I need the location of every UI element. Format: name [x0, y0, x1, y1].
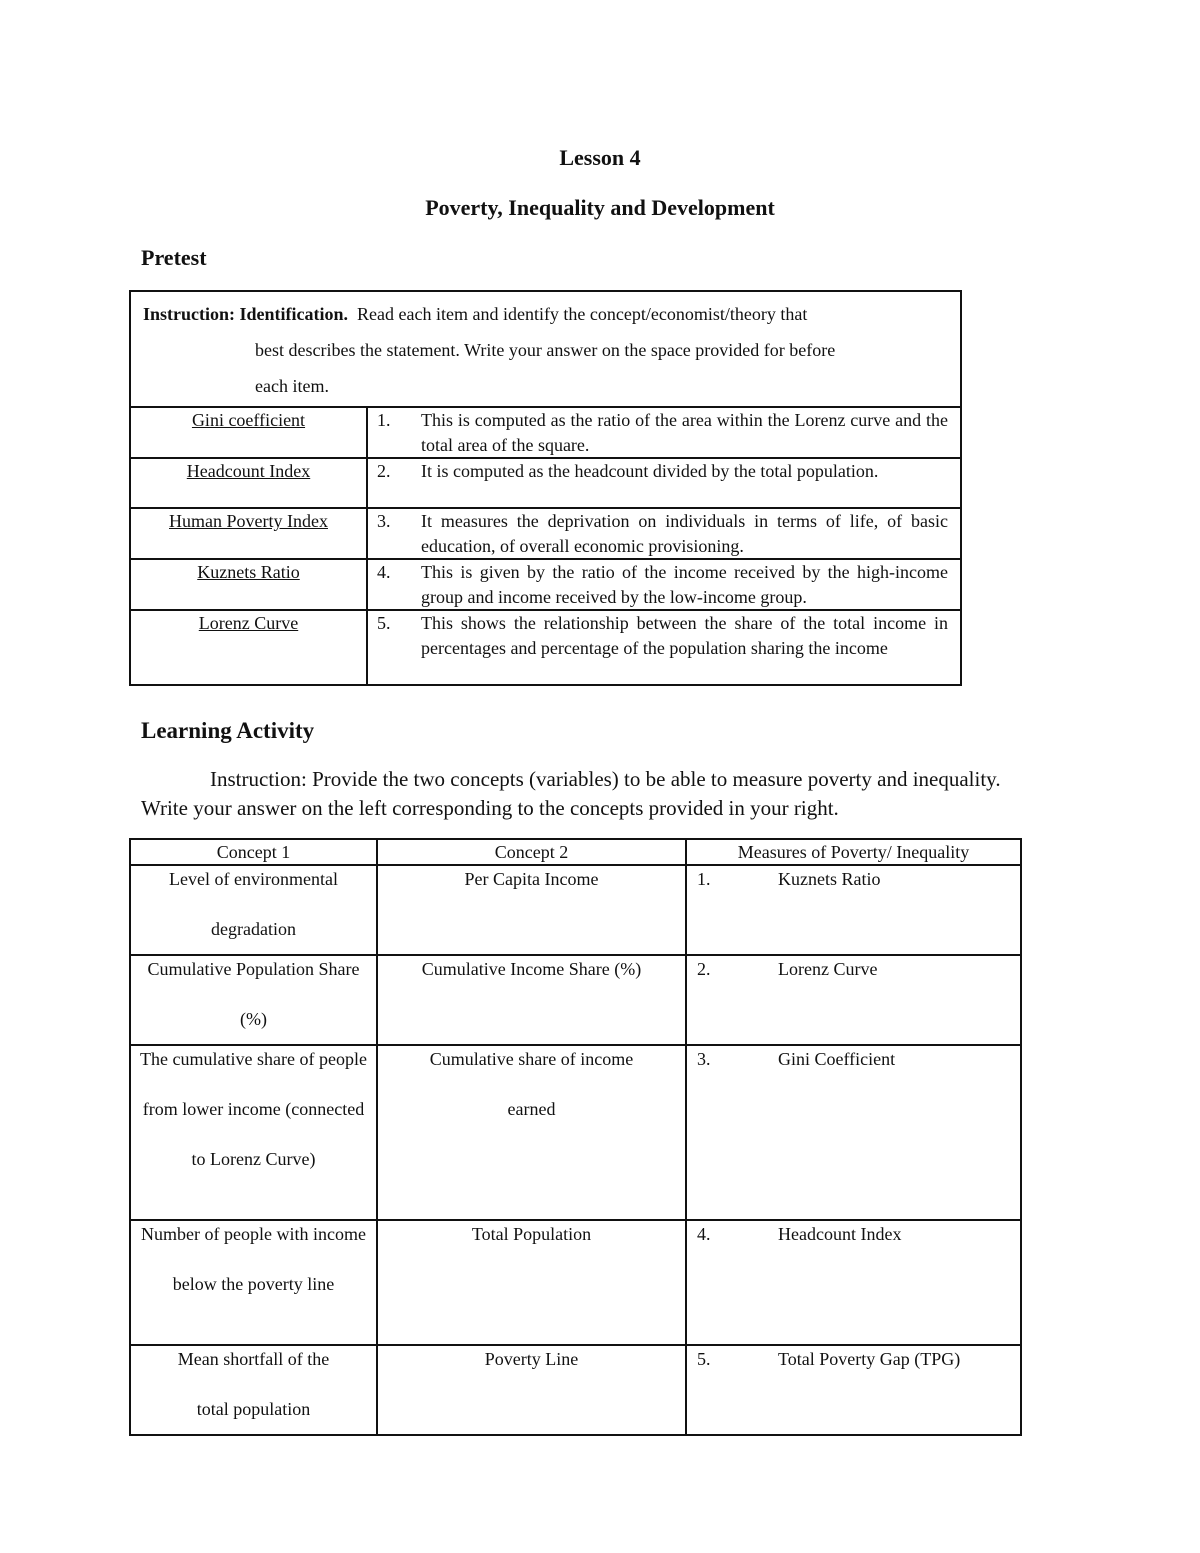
- measure-text: Headcount Index: [778, 1224, 902, 1244]
- measure-cell: [686, 865, 1021, 955]
- item-text: It is computed as the headcount divided by the total population.: [421, 461, 879, 481]
- concept2-text: Per Capita Income: [464, 869, 599, 889]
- concept1-cell: [130, 1220, 377, 1345]
- question-cell: [367, 508, 961, 559]
- item-number: 4.: [377, 562, 391, 582]
- answer-text: Gini coefficient: [191, 410, 306, 430]
- instruction-continuation: [143, 332, 948, 404]
- question-cell: [367, 610, 961, 685]
- concept2-cell: [377, 1220, 686, 1345]
- concept1-text: Number of people with income below the poverty line: [141, 1224, 366, 1294]
- pretest-table: [129, 290, 962, 686]
- measure-number: 3.: [697, 1049, 711, 1069]
- concept2-cell: [377, 1045, 686, 1220]
- table-row: [130, 1220, 1021, 1345]
- table-row: [130, 865, 1021, 955]
- activity-instruction: [141, 765, 1031, 823]
- answer-text: Human Poverty Index: [169, 511, 328, 531]
- instruction-text-3: each item.: [255, 376, 329, 396]
- concept1-cell: [130, 955, 377, 1045]
- measure-number: 2.: [697, 959, 711, 979]
- measure-number: 4.: [697, 1224, 711, 1244]
- question-cell: [367, 407, 961, 458]
- measure-text: Lorenz Curve: [778, 959, 878, 979]
- measure-text: Gini Coefficient: [778, 1049, 896, 1069]
- item-number: 1.: [377, 410, 391, 430]
- measure-cell: [686, 1045, 1021, 1220]
- answer-text: Kuznets Ratio: [197, 562, 300, 582]
- lesson-title: Lesson 4: [559, 145, 641, 170]
- measure-number: 1.: [697, 869, 711, 889]
- answer-cell: [130, 559, 367, 610]
- concept1-text: Cumulative Population Share (%): [147, 959, 360, 1029]
- concept1-cell: [130, 865, 377, 955]
- table-row: [130, 1345, 1021, 1435]
- table-row: [130, 559, 961, 610]
- concept1-text: The cumulative share of people from lower income (connected to Lorenz Curve): [140, 1049, 367, 1169]
- measure-cell: [686, 955, 1021, 1045]
- concept2-text: Poverty Line: [484, 1349, 579, 1369]
- concept1-text: Level of environmental degradation: [169, 869, 338, 939]
- answer-text: Headcount Index: [186, 461, 311, 481]
- question-cell: [367, 458, 961, 508]
- pretest-instruction: [130, 291, 961, 407]
- measure-text: Kuznets Ratio: [778, 869, 881, 889]
- column-header: Concept 2: [377, 839, 686, 865]
- table-row: [130, 508, 961, 559]
- concept2-text: Cumulative Income Share (%): [421, 959, 642, 979]
- concept1-text: Mean shortfall of the total population: [177, 1349, 330, 1419]
- item-text: This is computed as the ratio of the area within the Lorenz curve and the total area of the square.: [421, 410, 948, 455]
- table-row: [130, 407, 961, 458]
- item-text: This shows the relationship between the share of the total income in percentages and percentage of the population sharing the income: [421, 613, 948, 658]
- activity-table: [129, 838, 1022, 1436]
- item-number: 3.: [377, 511, 391, 531]
- concept2-cell: [377, 955, 686, 1045]
- column-header: Measures of Poverty/ Inequality: [686, 839, 1021, 865]
- answer-text: Lorenz Curve: [198, 613, 299, 633]
- measure-cell: [686, 1345, 1021, 1435]
- lesson-subtitle: Poverty, Inequality and Development: [425, 195, 775, 220]
- pretest-heading: Pretest: [141, 245, 207, 270]
- concept2-text: Cumulative share of income earned: [429, 1049, 634, 1119]
- concept1-cell: [130, 1045, 377, 1220]
- table-row: [130, 610, 961, 685]
- item-text: It measures the deprivation on individuals in terms of life, of basic education, of overall economic provisioning.: [421, 511, 948, 556]
- measure-text: Total Poverty Gap (TPG): [778, 1349, 961, 1369]
- activity-instruction-text: Instruction: Provide the two concepts (variables) to be able to measure poverty and inequality. Write your answer on the left corresponding to the concepts provided in your right.: [141, 767, 1001, 820]
- concept2-text: Total Population: [471, 1224, 592, 1244]
- answer-cell: [130, 610, 367, 685]
- table-row: [130, 1045, 1021, 1220]
- item-number: 5.: [377, 613, 391, 633]
- table-row: [130, 955, 1021, 1045]
- question-cell: [367, 559, 961, 610]
- instruction-text-2: best describes the statement. Write your answer on the space provided for before: [255, 340, 836, 360]
- learning-activity-heading: Learning Activity: [141, 718, 315, 743]
- column-header: Concept 1: [130, 839, 377, 865]
- answer-cell: [130, 508, 367, 559]
- instruction-text: Read each item and identify the concept/economist/theory that: [357, 304, 808, 324]
- table-row: [130, 458, 961, 508]
- concept1-cell: [130, 1345, 377, 1435]
- measure-cell: [686, 1220, 1021, 1345]
- answer-cell: [130, 458, 367, 508]
- concept2-cell: [377, 1345, 686, 1435]
- measure-number: 5.: [697, 1349, 711, 1369]
- answer-cell: [130, 407, 367, 458]
- item-number: 2.: [377, 461, 391, 481]
- item-text: This is given by the ratio of the income received by the high-income group and income received by the low-income group.: [421, 562, 948, 607]
- instruction-label: Instruction: Identification.: [143, 304, 349, 324]
- concept2-cell: [377, 865, 686, 955]
